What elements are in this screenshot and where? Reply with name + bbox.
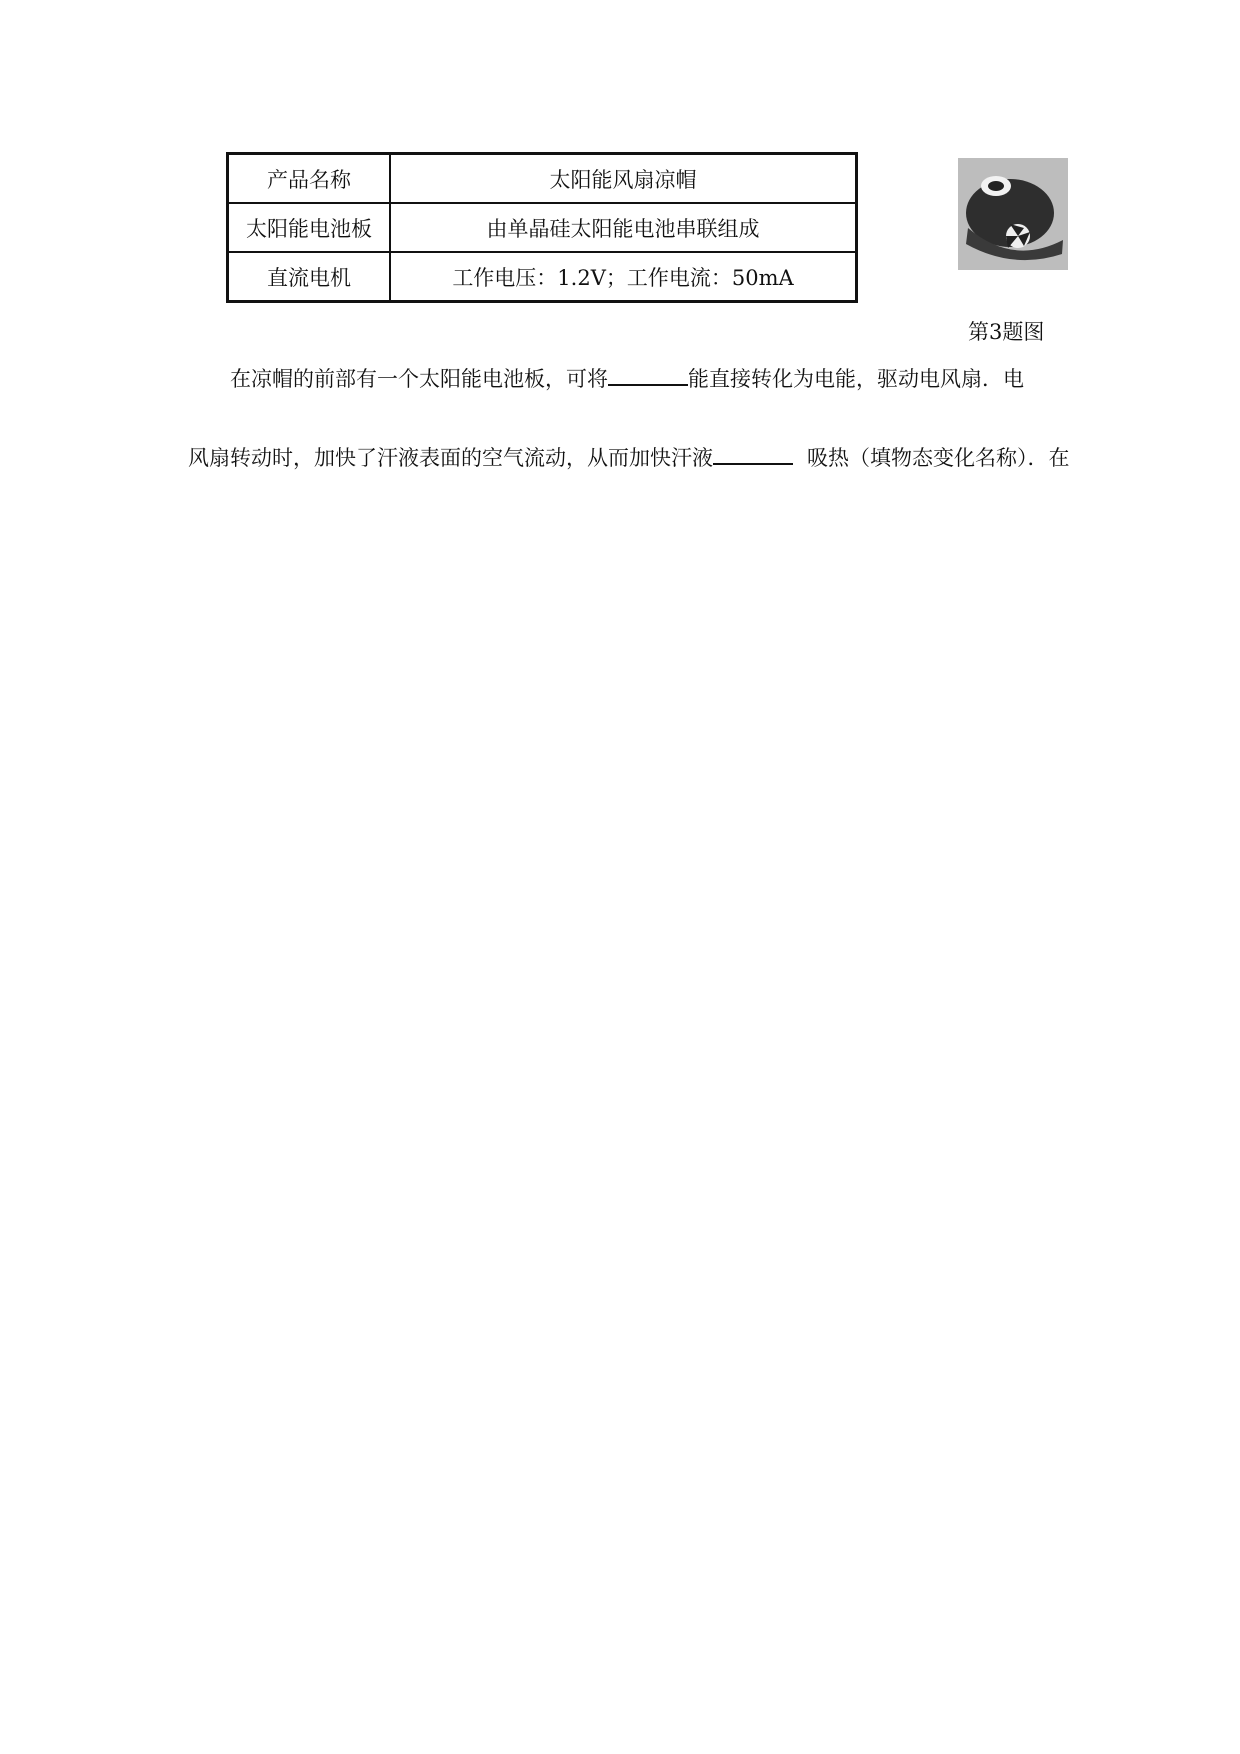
- q3-line-1: [230, 362, 1096, 394]
- product-spec-table: [226, 152, 858, 303]
- text: 能直接转化为电能，驱动电风扇．电: [688, 367, 1024, 391]
- table-row: [228, 154, 857, 204]
- q3-line-2: [188, 441, 1070, 473]
- table-cell-key: 太阳能电池板: [228, 203, 391, 252]
- solar-fan-cap-photo: [958, 158, 1068, 270]
- answer-blank[interactable]: [713, 441, 793, 465]
- table-cell-key: 直流电机: [228, 252, 391, 302]
- text: 吸热（填物态变化名称）．在: [807, 446, 1070, 470]
- text: 在凉帽的前部有一个太阳能电池板，可将: [230, 367, 608, 391]
- answer-blank[interactable]: [608, 362, 688, 386]
- figure-caption: 第3题图: [968, 320, 1045, 344]
- table-cell-value: 太阳能风扇凉帽: [390, 154, 857, 204]
- table-cell-key: 产品名称: [228, 154, 391, 204]
- table-row: [228, 252, 857, 302]
- cap-image-icon: [958, 158, 1068, 270]
- table-cell-value: 工作电压：1.2V；工作电流：50mA: [390, 252, 857, 302]
- table-cell-value: 由单晶硅太阳能电池串联组成: [390, 203, 857, 252]
- text: 风扇转动时，加快了汗液表面的空气流动，从而加快汗液: [188, 446, 713, 470]
- table-row: [228, 203, 857, 252]
